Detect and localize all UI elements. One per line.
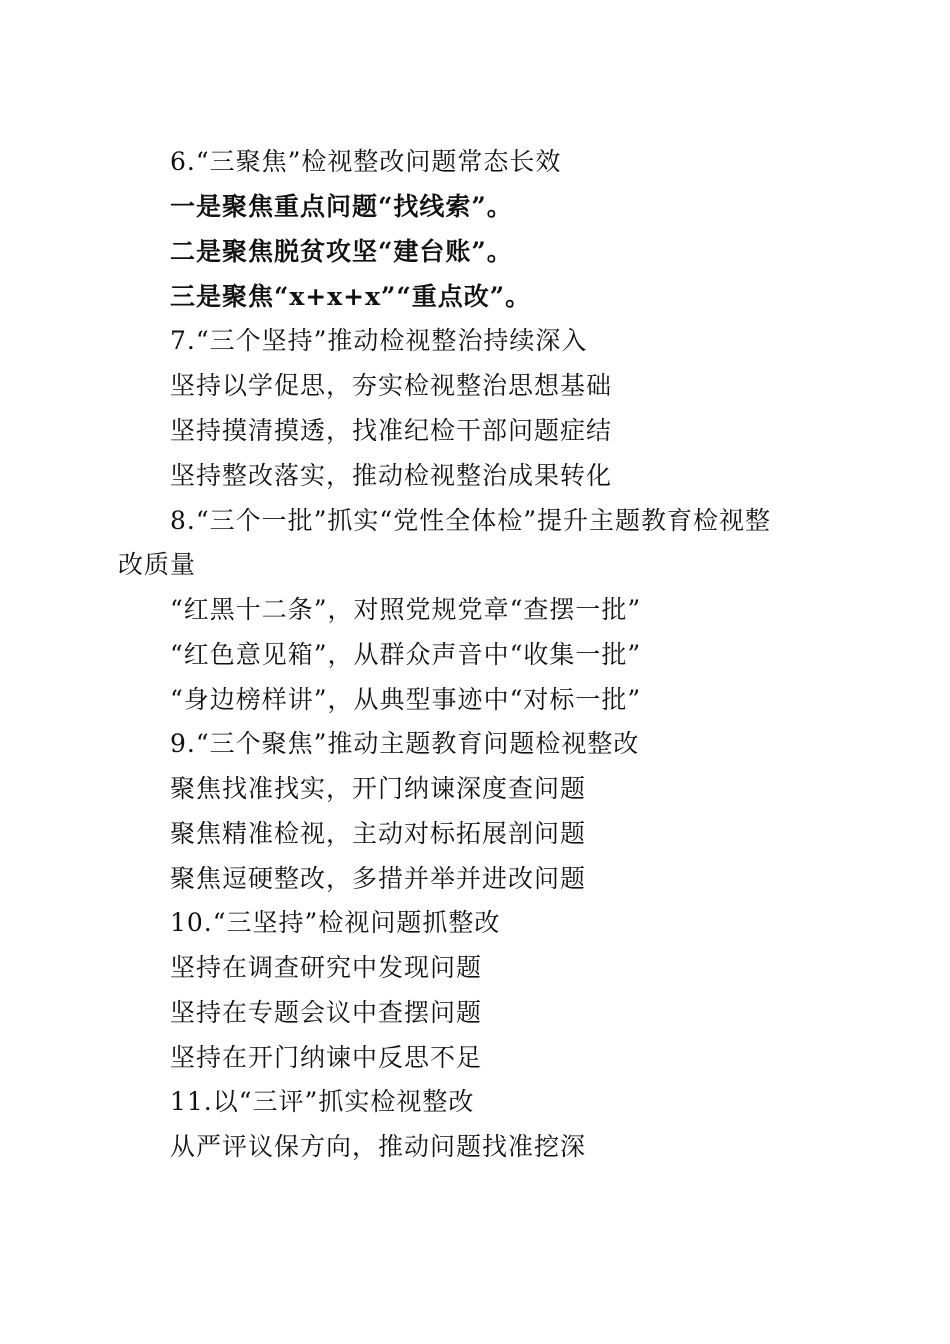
heading-11: 11.以“三评”抓实检视整改: [170, 1087, 475, 1116]
item-6-1: 一是聚焦重点问题“找线索”。: [170, 192, 513, 221]
heading-8: 8.“三个一批”抓实“党性全体检”提升主题教育检视整: [170, 506, 771, 535]
item-9-3: 聚焦逗硬整改，多措并举并进改问题: [170, 864, 587, 893]
item-8-3: “身边榜样讲”，从典型事迹中“对标一批”: [170, 685, 642, 714]
heading-9: 9.“三个聚焦”推动主题教育问题检视整改: [170, 729, 640, 758]
heading-10: 10.“三坚持”检视问题抓整改: [170, 908, 501, 937]
heading-8-continued: 改质量: [118, 550, 197, 579]
item-11-1: 从严评议保方向，推动问题找准挖深: [170, 1132, 587, 1161]
heading-7: 7.“三个坚持”推动检视整治持续深入: [170, 326, 588, 355]
item-7-3: 坚持整改落实，推动检视整治成果转化: [170, 461, 613, 490]
item-8-1: “红黑十二条”，对照党规党章“查摆一批”: [170, 595, 642, 624]
item-7-1: 坚持以学促思，夯实检视整治思想基础: [170, 371, 613, 400]
item-8-2: “红色意见箱”，从群众声音中“收集一批”: [170, 640, 642, 669]
item-6-2: 二是聚焦脱贫攻坚“建台账”。: [170, 237, 513, 266]
item-9-2: 聚焦精准检视，主动对标拓展剖问题: [170, 819, 587, 848]
item-6-3: 三是聚焦“x+x+x”“重点改”。: [170, 282, 532, 311]
heading-6: 6.“三聚焦”检视整改问题常态长效: [170, 147, 562, 176]
item-7-2: 坚持摸清摸透，找准纪检干部问题症结: [170, 416, 613, 445]
item-10-1: 坚持在调查研究中发现问题: [170, 953, 483, 982]
item-9-1: 聚焦找准找实，开门纳谏深度查问题: [170, 774, 587, 803]
item-10-2: 坚持在专题会议中查摆问题: [170, 998, 483, 1027]
item-10-3: 坚持在开门纳谏中反思不足: [170, 1043, 483, 1072]
